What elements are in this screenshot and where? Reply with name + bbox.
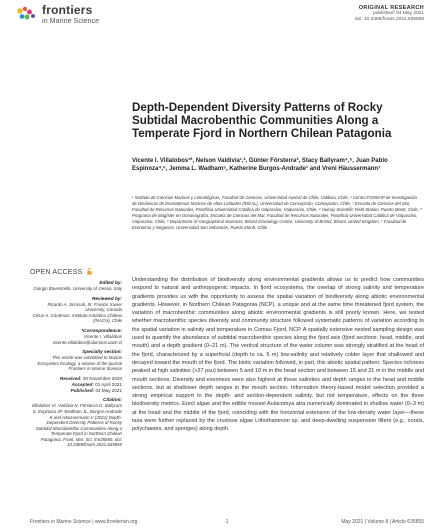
page-number: 1 <box>225 519 229 525</box>
article-sidebar <box>30 280 122 452</box>
journal-logo <box>16 4 99 24</box>
open-access-label <box>30 268 92 276</box>
author-list: Vicente I. Villalobos¹*, Nelson Valdivia¹,², Günter Försterra³, Stacy Ballyram⁴,⁵, Juan Pablo Espinoza⁴,⁶, Jemma L. Wadham⁵, Katherine Burgos-Andrade¹ and Vreni Häussermann⁷ <box>132 158 388 172</box>
logo-dot <box>23 7 27 11</box>
logo-dot <box>17 8 22 13</box>
logo-dot <box>20 14 25 19</box>
published-label: Published: <box>70 387 95 393</box>
abstract-text: Understanding the distribution of biodiversity along environmental gradients allows us to predict how communities respond to natural and anthropogenic impacts. In fjord ecosystems, the overlap of strong salinity and temperature gradients provides us with the opportunity to assess the spatial variation of biodiversity along abiotic environmental gradients. However, in Northern Chilean Patagonia (NCP), a unique and at the same time threatened fjord system, the variation of macrobenthic communities along abiotic environmental gradients is still poorly known. Here, we tested whether macrobenthic species diversity and community structure followed systematic patterns of variation according to the spatial variation in salinity and temperature in Comau Fjord, NCP. A spatially extensive nested sampling design was used to quantify the abundance of subtidal macrobenthic species along the fjord axis (fjord sections: head, middle, and mouth) and a depth gradient (0–21 m). The vertical structure of the water column was strongly stratified at the head of the fjord, characterized by a superficial (depth to ca. 5 m) low-salinity and relatively colder layer that shallowed and decayed toward the mouth of the fjord. The biotic variation followed, in part, this abiotic spatial pattern. Species richness peaked at high salinities (>27 psu) between 5 and 10 m in the head section and between 15 and 21 m in the middle and mouth sections. Diversity and evenness were also highest at these salinities and depth ranges in the head and middle sections, but at shallower depth ranges in the mouth section. Information theory-based model selection provided a strong empirical support to the depth- and section-dependent salinity, but not temperature, effects on the three biodiversity metrics. Erect algae and the edible mussel Aulacomya atra numerically dominated in shallow water (0–3 m) at the head and the middle of the fjord, coinciding with the horizontal extension of the low-density water layer—these taxa were further replaced by the crustose algae Lithothamnion sp. and deep-dwelling suspension filters (e.g., corals, polychaetes, and sponges) along depth <box>132 277 424 433</box>
reviewed-by-text: Ricardo A. Scrosati, St. Francis Xavier University, Canada César A. Cárdenas, Instituto Antártico Chileno (INACH), Chile <box>32 301 122 324</box>
specialty-section-text: This article was submitted to Marine Ecosystem Ecology, a section of the journal Frontiers in Marine Science <box>37 355 122 372</box>
open-access-text: OPEN ACCESS <box>30 269 83 276</box>
published-row <box>30 388 122 394</box>
received-label: Received: <box>59 375 82 381</box>
logo-word: frontiers <box>42 3 93 17</box>
article-dates <box>30 376 122 393</box>
edited-by-label: Edited by: <box>99 280 122 285</box>
logo-subtitle: in Marine Science <box>42 16 100 25</box>
logo-dot <box>31 14 35 18</box>
article-title: Depth-Dependent Diversity Patterns of Rocky Subtidal Macrobenthic Communities Along a Temperate Fjord in Northern Chilean Patagonia <box>132 101 392 140</box>
edited-by-text: Giorgio Bavestrello, University of Genoa, Italy <box>33 286 122 291</box>
citation-label: Citation: <box>102 397 122 403</box>
correspondence-text[interactable]: Vicente I. Villalobos vicente.villalobos@alumnos.uach.cl <box>52 333 122 345</box>
accepted-date: 01 April 2021 <box>95 381 122 387</box>
received-date: 30 November 2020 <box>82 375 122 381</box>
accepted-label: Accepted: <box>71 381 94 387</box>
open-lock-icon <box>87 268 92 275</box>
footer-journal-link[interactable]: Frontiers in Marine Science | www.frontiersin.org <box>30 519 138 525</box>
frontiers-logo-icon <box>16 6 38 22</box>
sidebar-published-date: 04 May 2021 <box>95 387 122 393</box>
published-date: published: 04 May 2021 <box>373 11 424 17</box>
specialty-section-label: Specialty section: <box>82 349 122 355</box>
affiliations: ¹ Instituto de Ciencias Marinas y Limnológicas, Facultad de Ciencias, Universidad Austral de Chile, Valdivia, Chile, ² Centro FONDAP de Investigación de Dinámicas de Ecosistemas Marinos de Altas Latitudes (IDEAL), Universidad de Concepción, Concepción, Chile, ³ Escuela de Ciencias del Mar, Facultad de Recursos Naturales, Pontificia Universidad Católica de Valparaíso, Valparaíso, Chile, ⁴ Huinay Scientific Field Station, Puerto Montt, Chile, ⁵ Programa de Magíster en Oceanografía, Escuela de Ciencias del Mar, Facultad de Recursos Naturales, Pontificia Universidad Católica de Valparaíso, Valparaíso, Chile, ⁶ Department of Geographical Sciences, Bristol Glaciology Centre, University of Bristol, Bristol, United Kingdom, ⁷ Facultad de Economía y Negocios, Universidad San Sebastián, Puerto Montt, Chile <box>132 195 422 231</box>
correspondence-label: *Correspondence: <box>81 327 122 333</box>
article-meta <box>355 5 424 22</box>
citation-text: Villalobos VI, Valdivia N, Försterra G, Ballyram S, Espinoza JP, Wadham JL, Burgos-Andrade K and Häussermann V (2021) Depth-Dependent Diversity Patterns of Rocky Subtidal Macrobenthic Communities Along a Temperate Fjord in Northern Chilean Patagonia. Front. Mar. Sci. 8:635855. doi: 10.3389/fmars.2021.635855 <box>31 403 122 448</box>
logo-dot <box>27 10 32 15</box>
article-type: ORIGINAL RESEARCH <box>358 5 424 11</box>
article-doi[interactable]: doi: 10.3389/fmars.2021.635855 <box>354 16 424 22</box>
reviewed-by-label: Reviewed by: <box>92 295 122 301</box>
logo-dot <box>25 15 30 20</box>
footer-volume-info: May 2021 | Volume 8 | Article 635855 <box>341 519 424 525</box>
